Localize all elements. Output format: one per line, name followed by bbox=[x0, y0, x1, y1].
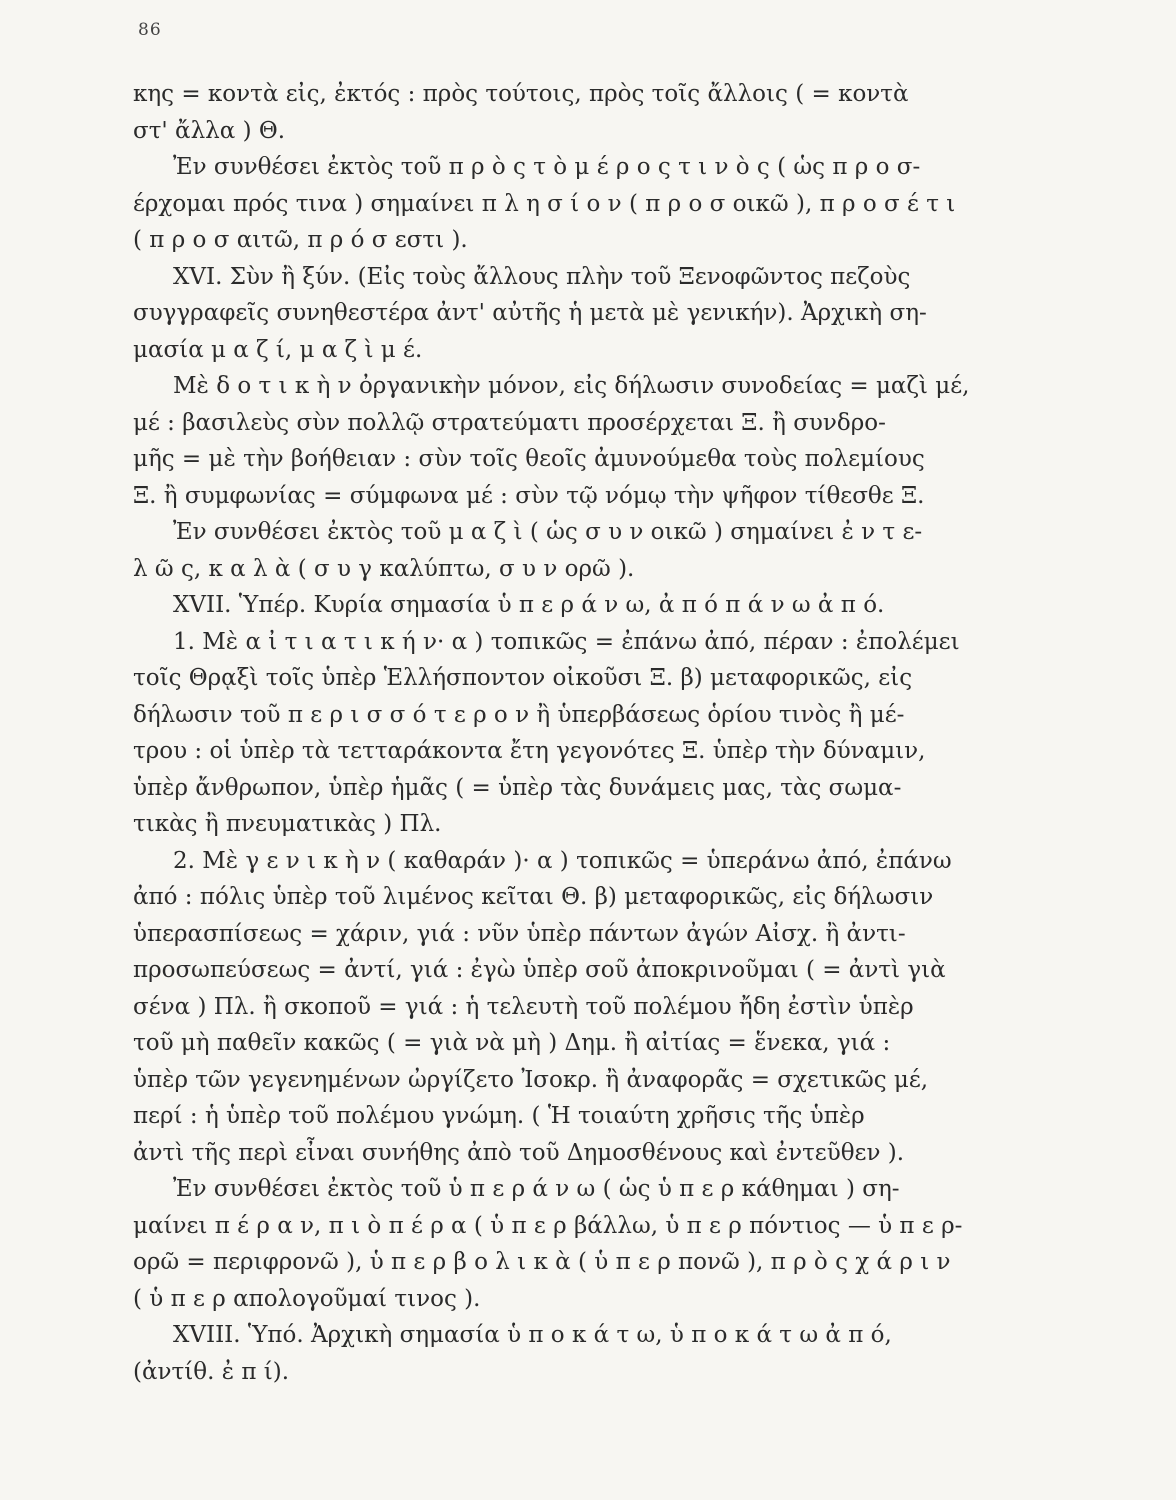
text-line: ἀπό : πόλις ὑπὲρ τοῦ λιμένος κεῖται Θ. β) μεταφορικῶς, εἰς δήλωσιν bbox=[133, 884, 934, 910]
text-line: ( π ρ ο σ αιτῶ, π ρ ό σ εστι ). bbox=[133, 227, 468, 253]
text-line: συγγραφεῖς συνηθεστέρα ἀντ' αὐτῆς ἡ μετὰ μὲ γενικήν). Ἀρχικὴ ση- bbox=[133, 300, 927, 326]
text-line: Ξ. ἢ συμφωνίας = σύμφωνα μέ : σὺν τῷ νόμῳ τὴν ψῆφον τίθεσθε Ξ. bbox=[133, 482, 925, 509]
paragraph-start: Ἐν συνθέσει ἐκτὸς τοῦ π ρ ὸ ς τ ὸ μ έ ρ ο ς τ ι ν ὸ ς ( ὡς π ρ ο σ- bbox=[173, 154, 921, 180]
text-line: περί : ἡ ὑπὲρ τοῦ πολέμου γνώμη. ( Ἡ τοιαύτη χρῆσις τῆς ὑπὲρ bbox=[133, 1103, 865, 1129]
text-line: ἀντὶ τῆς περὶ εἶναι συνήθης ἀπὸ τοῦ Δημοσθένους καὶ ἐντεῦθεν ). bbox=[133, 1139, 905, 1166]
text-line: κης = κοντὰ εἰς, ἐκτός : πρὸς τούτοις, πρὸς τοῖς ἄλλοις ( = κοντὰ bbox=[133, 81, 909, 107]
text-line: λ ῶ ς, κ α λ ὰ ( σ υ γ καλύπτω, σ υ ν ορῶ ). bbox=[133, 555, 635, 582]
text-line: (ἀντίθ. ἐ π ί). bbox=[133, 1358, 290, 1385]
section-heading-xviii: XVIII. Ὑπό. Ἀρχικὴ σημασία ὑ π ο κ ά τ ω, ὑ π ο κ ά τ ω ἀ π ό, bbox=[173, 1322, 892, 1348]
text-line: μασία μ α ζ ί, μ α ζ ὶ μ έ. bbox=[133, 336, 423, 363]
paragraph-start: Ἐν συνθέσει ἐκτὸς τοῦ ὑ π ε ρ ά ν ω ( ὡς ὑ π ε ρ κάθημαι ) ση- bbox=[173, 1176, 900, 1202]
text-line: μῆς = μὲ τὴν βοήθειαν : σὺν τοῖς θεοῖς ἀμυνούμεθα τοὺς πολεμίους bbox=[133, 446, 925, 472]
text-line: μαίνει π έ ρ α ν, π ι ὸ π έ ρ α ( ὑ π ε ρ βάλλω, ὑ π ε ρ πόντιος — ὑ π ε ρ- bbox=[133, 1212, 963, 1239]
text-line: ὑπὲρ τῶν γεγενημένων ὠργίζετο Ἰσοκρ. ἢ ἀναφορᾶς = σχετικῶς μέ, bbox=[133, 1066, 929, 1093]
paragraph-start: Ἐν συνθέσει ἐκτὸς τοῦ μ α ζ ὶ ( ὡς σ υ ν οικῶ ) σημαίνει ἐ ν τ ε- bbox=[173, 519, 923, 545]
text-line: προσωπεύσεως = ἀντί, γιά : ἐγὼ ὑπὲρ σοῦ ἀποκρινοῦμαι ( = ἀντὶ γιὰ bbox=[133, 957, 946, 983]
paragraph-start: Μὲ δ ο τ ι κ ὴ ν ὀργανικὴν μόνον, εἰς δήλωσιν συνοδείας = μαζὶ μέ, bbox=[173, 373, 970, 399]
text-line: έρχομαι πρός τινα ) σημαίνει π λ η σ ί ο ν ( π ρ ο σ οικῶ ), π ρ ο σ έ τ ι bbox=[133, 190, 956, 217]
paragraph-start: 2. Μὲ γ ε ν ι κ ὴ ν ( καθαράν )· α ) τοπικῶς = ὑπεράνω ἀπό, ἐπάνω bbox=[173, 847, 952, 874]
section-heading-xvi: XVI. Σὺν ἢ ξύν. (Εἰς τοὺς ἄλλους πλὴν τοῦ Ξενοφῶντος πεζοὺς bbox=[173, 263, 911, 290]
text-line: μέ : βασιλεὺς σὺν πολλῷ στρατεύματι προσέρχεται Ξ. ἢ συνδρο- bbox=[133, 409, 886, 436]
text-line: τικὰς ἢ πνευματικὰς ) Πλ. bbox=[133, 811, 442, 837]
text-line: ὑπὲρ ἄνθρωπον, ὑπὲρ ἡμᾶς ( = ὑπὲρ τὰς δυνάμεις μας, τὰς σωμα- bbox=[133, 774, 902, 801]
text-line: τοῦ μὴ παθεῖν κακῶς ( = γιὰ νὰ μὴ ) Δημ. ἢ αἰτίας = ἕνεκα, γιά : bbox=[133, 1030, 891, 1056]
page-body bbox=[133, 76, 1013, 1390]
text-line: τοῖς Θρᾳξὶ τοῖς ὑπὲρ Ἑλλήσποντον οἰκοῦσι Ξ. β) μεταφορικῶς, εἰς bbox=[133, 665, 913, 691]
text-line: ὑπερασπίσεως = χάριν, γιά : νῦν ὑπὲρ πάντων ἀγών Αἰσχ. ἢ ἀντι- bbox=[133, 920, 906, 947]
page-number: 86 bbox=[138, 20, 162, 40]
text-line: ( ὑ π ε ρ απολογοῦμαί τινος ). bbox=[133, 1285, 481, 1312]
text-line: ορῶ = περιφρονῶ ), ὑ π ε ρ β ο λ ι κ ὰ ( ὑ π ε ρ πονῶ ), π ρ ὸ ς χ ά ρ ι ν bbox=[133, 1249, 951, 1275]
text-line: σένα ) Πλ. ἢ σκοποῦ = γιά : ἡ τελευτὴ τοῦ πολέμου ἤδη ἐστὶν ὑπὲρ bbox=[133, 993, 914, 1020]
section-heading-xvii: XVII. Ὑπέρ. Κυρία σημασία ὑ π ε ρ ά ν ω, ἀ π ό π ά ν ω ἀ π ό. bbox=[173, 592, 885, 618]
paragraph-start: 1. Μὲ α ἰ τ ι α τ ι κ ή ν· α ) τοπικῶς = ἐπάνω ἀπό, πέραν : ἐπολέμει bbox=[173, 628, 960, 655]
text-line: στ' ἄλλα ) Θ. bbox=[133, 117, 286, 144]
text-line: δήλωσιν τοῦ π ε ρ ι σ σ ό τ ε ρ ο ν ἢ ὑπερβάσεως ὁρίου τινὸς ἢ μέ- bbox=[133, 701, 905, 728]
text-line: τρου : οἱ ὑπὲρ τὰ τετταράκοντα ἔτη γεγονότες Ξ. ὑπὲρ τὴν δύναμιν, bbox=[133, 738, 926, 764]
